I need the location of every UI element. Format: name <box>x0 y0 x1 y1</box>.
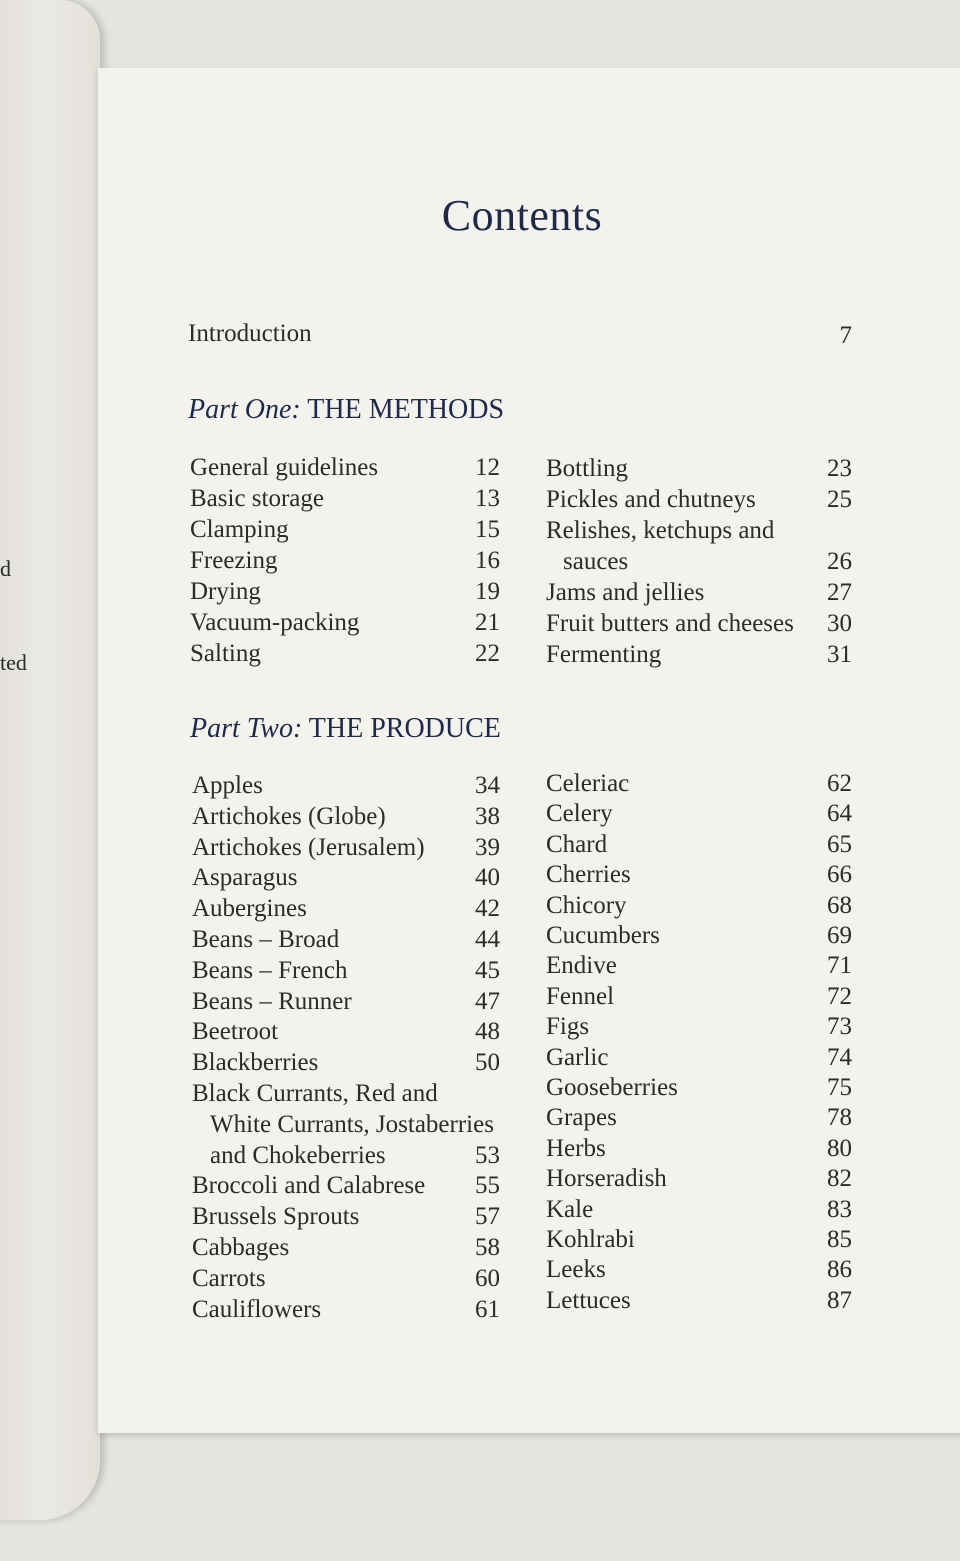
toc-entry-label: Beans – Runner <box>192 987 352 1015</box>
toc-entry-label: Cauliflowers <box>192 1295 322 1323</box>
toc-entry-label: Introduction <box>188 320 312 347</box>
toc-entry-label: and Chokeberries <box>210 1141 386 1169</box>
toc-entry-page: 7 <box>839 322 852 349</box>
toc-entry-page: 87 <box>827 1286 852 1314</box>
toc-entry-page: 60 <box>475 1264 500 1292</box>
toc-entry-label: Fennel <box>546 982 615 1010</box>
toc-entry-page: 69 <box>827 922 852 949</box>
toc-entry-page: 23 <box>827 455 852 482</box>
toc-entry-label: Chicory <box>546 891 627 919</box>
toc-entry-label: Fruit butters and cheeses <box>546 610 794 637</box>
toc-entry-page: 62 <box>827 770 852 797</box>
toc-entry-label: Basic storage <box>190 485 324 512</box>
toc-entry-label: Artichokes (Jerusalem) <box>192 833 425 861</box>
toc-entry-page: 12 <box>475 454 500 481</box>
toc-entry-page: 15 <box>475 516 500 543</box>
toc-entry-label: Clamping <box>190 516 289 543</box>
toc-entry-page: 78 <box>827 1104 852 1132</box>
toc-entry-label: Chard <box>546 830 608 858</box>
toc-entry-label: Blackberries <box>192 1049 319 1077</box>
toc-entry-page: 13 <box>475 485 500 512</box>
toc-entry-label: Celeriac <box>546 770 630 797</box>
toc-entry-label: Celery <box>546 800 613 828</box>
toc-entry-label: Kale <box>546 1195 594 1223</box>
toc-entry-label: Cabbages <box>192 1234 290 1261</box>
toc-entry-label: sauces <box>563 548 629 575</box>
toc-entry-page: 83 <box>827 1195 852 1223</box>
toc-entry-page: 44 <box>475 926 500 953</box>
toc-entry-page: 72 <box>827 982 852 1010</box>
toc-entry-page: 30 <box>827 610 852 637</box>
toc-entry-label: Grapes <box>546 1104 617 1132</box>
toc-entry-page: 71 <box>827 952 852 980</box>
toc-entry-label: General guidelines <box>190 454 379 481</box>
toc-entry-label: Relishes, ketchups and <box>546 517 775 544</box>
toc-entry-label: Figs <box>546 1013 590 1041</box>
toc-entry-page: 61 <box>475 1295 500 1323</box>
toc-entry-page: 31 <box>827 641 852 668</box>
toc-entry-page: 66 <box>827 861 852 889</box>
toc-entry-page: 25 <box>827 486 852 513</box>
toc-entry-page: 47 <box>475 987 500 1015</box>
toc-entry-label: Salting <box>190 640 261 667</box>
toc-entry-page: 19 <box>475 578 500 605</box>
toc-entry-page: 40 <box>475 864 500 892</box>
toc-entry-label: Beetroot <box>192 1018 279 1046</box>
toc-entry-page: 39 <box>475 833 500 861</box>
toc-entry-page: 27 <box>827 579 852 606</box>
toc-entry-label: Carrots <box>192 1264 266 1292</box>
toc-entry-page: 53 <box>475 1141 500 1169</box>
toc-entry-label: Pickles and chutneys <box>546 486 756 513</box>
previous-page-fragment: d <box>0 556 11 581</box>
toc-entry-label: Brussels Sprouts <box>192 1203 360 1231</box>
previous-page-edge <box>0 0 100 1520</box>
toc-entry-label: Herbs <box>546 1134 606 1162</box>
toc-entry-page: 58 <box>475 1234 500 1261</box>
toc-entry-page: 45 <box>475 956 500 984</box>
toc-entry-label: Apples <box>192 772 263 799</box>
toc-entry-label: Lettuces <box>546 1286 631 1314</box>
page-title: Contents <box>441 191 603 240</box>
part-title: THE PRODUCE <box>308 713 501 744</box>
toc-entry-page: 65 <box>827 830 852 858</box>
toc-entry-page: 34 <box>475 772 500 799</box>
previous-page-fragment: ted <box>0 650 27 675</box>
toc-entry-page: 82 <box>827 1165 852 1193</box>
toc-entry-page: 80 <box>827 1134 852 1162</box>
toc-entry-label: Endive <box>546 952 617 980</box>
part-two-heading <box>190 713 501 745</box>
toc-entry-page <box>448 1078 500 1109</box>
toc-entry-label: Fermenting <box>546 641 662 668</box>
toc-entry-label: Kohlrabi <box>546 1226 635 1253</box>
toc-entry-label: Bottling <box>546 455 628 482</box>
toc-entry-page: 68 <box>827 891 852 919</box>
toc-entry-page: 22 <box>475 640 500 667</box>
toc-entry-page: 50 <box>475 1049 500 1077</box>
toc-entry-label: Asparagus <box>192 864 298 892</box>
toc-entry-page: 42 <box>475 895 500 923</box>
toc-entry-page <box>798 515 852 546</box>
part-one-heading <box>188 394 504 426</box>
toc-entry-page: 21 <box>475 609 500 636</box>
toc-entry-page: 75 <box>827 1074 852 1101</box>
toc-entry-page: 57 <box>475 1203 500 1231</box>
toc-entry-label: Aubergines <box>192 895 307 923</box>
toc-entry-label: Black Currants, Red and <box>192 1080 438 1107</box>
toc-entry-label: Jams and jellies <box>546 579 705 606</box>
toc-entry-page: 55 <box>475 1172 500 1200</box>
toc-entry-label: Artichokes (Globe) <box>192 802 386 830</box>
part-label: Part One: <box>188 394 301 425</box>
toc-entry-label: Broccoli and Calabrese <box>192 1172 426 1200</box>
toc-entry-page: 86 <box>827 1256 852 1284</box>
toc-entry-page: 16 <box>475 547 500 574</box>
toc-entry-label: Cucumbers <box>546 922 660 949</box>
toc-entry-label: Horseradish <box>546 1165 667 1193</box>
toc-entry-introduction <box>188 318 312 349</box>
toc-entry-page: 74 <box>827 1043 852 1071</box>
toc-entry-label: Cherries <box>546 861 631 889</box>
part-label: Part Two: <box>190 713 303 744</box>
toc-entry-label: Leeks <box>546 1256 606 1284</box>
toc-entry-page: 64 <box>827 800 852 828</box>
toc-entry-page: 38 <box>475 802 500 830</box>
part-title: THE METHODS <box>307 394 505 425</box>
toc-entry-page: 26 <box>827 548 852 575</box>
toc-entry-page: 48 <box>475 1018 500 1046</box>
toc-entry-label: Beans – Broad <box>192 926 340 953</box>
toc-entry-label: Freezing <box>190 547 278 574</box>
toc-entry-page: 73 <box>827 1013 852 1041</box>
toc-entry-label: Drying <box>190 578 261 605</box>
toc-entry-label: Gooseberries <box>546 1074 678 1101</box>
toc-entry-label: Garlic <box>546 1043 609 1071</box>
toc-entry-label: Beans – French <box>192 956 348 984</box>
toc-entry-label: White Currants, Jostaberries <box>210 1110 494 1138</box>
contents-page <box>98 68 960 1433</box>
toc-entry-label: Vacuum-packing <box>190 609 360 636</box>
toc-entry-page: 85 <box>827 1226 852 1253</box>
toc-entry-page <box>448 1109 500 1140</box>
